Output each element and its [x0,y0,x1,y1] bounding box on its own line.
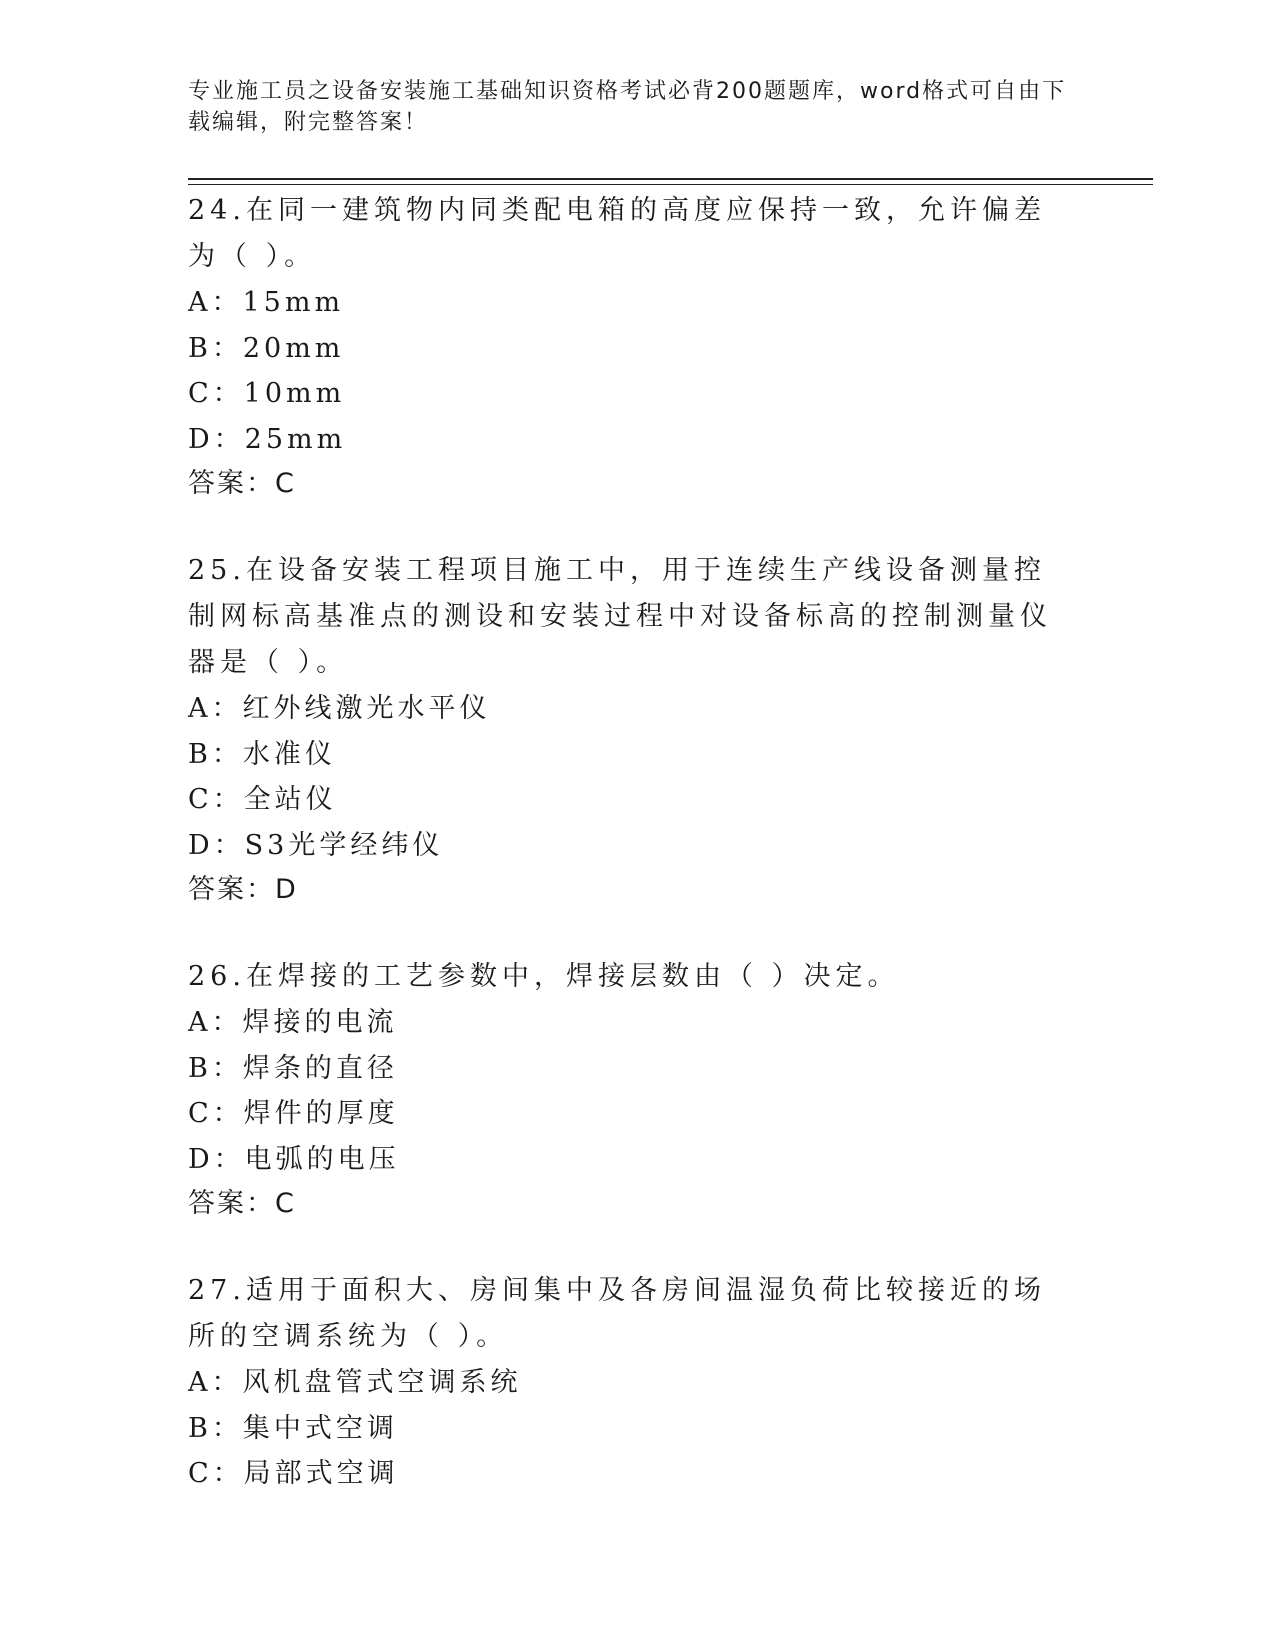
option-text: 焊接的电流 [242,1007,398,1038]
option-text: 全站仪 [243,784,337,815]
header-divider-thin [188,184,1153,185]
option-letter: A： [188,287,243,318]
option-b [188,326,1088,372]
question-27 [188,1268,1088,1497]
option-letter: A： [188,1367,243,1398]
option-text: 20mm [242,332,345,364]
question-stem: 24.在同一建筑物内同类配电箱的高度应保持一致，允许偏差为（ ）。 [188,195,1046,272]
question-26 [188,954,1088,1226]
option-text: 焊条的直径 [242,1052,398,1084]
answer-line: 答案：C [188,1188,296,1219]
option-letter: B： [188,1412,243,1444]
option-letter: C： [188,378,244,409]
option-c [188,1091,1088,1137]
question-stem: 26.在焊接的工艺参数中，焊接层数由（ ）决定。 [188,961,900,992]
option-text: 电弧的电压 [244,1143,400,1175]
question-stem: 27.适用于面积大、房间集中及各房间温湿负荷比较接近的场所的空调系统为（ ）。 [188,1275,1046,1352]
option-a [188,280,1088,326]
option-c [188,1451,1088,1497]
document-header: 专业施工员之设备安装施工基础知识资格考试必背200题题库，word格式可自由下载编辑，附完整答案！ [188,79,1067,135]
option-letter: D： [188,829,245,861]
option-a [188,686,1088,732]
option-text: 15mm [242,287,345,318]
option-letter: B： [188,738,243,770]
option-d [188,417,1088,463]
option-text: 焊件的厚度 [243,1098,399,1129]
option-text: 局部式空调 [243,1458,399,1489]
option-letter: C： [188,1098,244,1129]
option-letter: B： [188,1052,243,1084]
option-text: 25mm [244,423,347,455]
option-text: 水准仪 [242,738,336,770]
option-b [188,1046,1088,1092]
option-text: 10mm [243,378,346,409]
question-stem: 25.在设备安装工程项目施工中，用于连续生产线设备测量控制网标高基准点的测设和安装过程中对设备标高的控制测量仪器是（ ）。 [188,555,1052,678]
header-divider-thick [188,178,1153,180]
option-letter: A： [188,693,243,724]
option-a [188,1000,1088,1046]
option-c [188,371,1088,417]
option-d [188,823,1088,869]
option-b [188,732,1088,778]
option-text: 集中式空调 [242,1412,398,1444]
answer-line: 答案：D [188,874,298,905]
question-24 [188,188,1088,506]
option-text: 红外线激光水平仪 [242,693,491,724]
option-text: S3光学经纬仪 [244,829,444,861]
option-letter: D： [188,1143,245,1175]
question-25 [188,548,1088,912]
option-letter: B： [188,332,243,364]
option-letter: A： [188,1007,243,1038]
option-a [188,1360,1088,1406]
option-d [188,1137,1088,1183]
option-b [188,1406,1088,1452]
question-list [188,188,1088,1539]
option-text: 风机盘管式空调系统 [242,1367,522,1398]
option-c [188,777,1088,823]
answer-line: 答案：C [188,468,296,499]
option-letter: D： [188,423,245,455]
option-letter: C： [188,1458,244,1489]
option-letter: C： [188,784,244,815]
